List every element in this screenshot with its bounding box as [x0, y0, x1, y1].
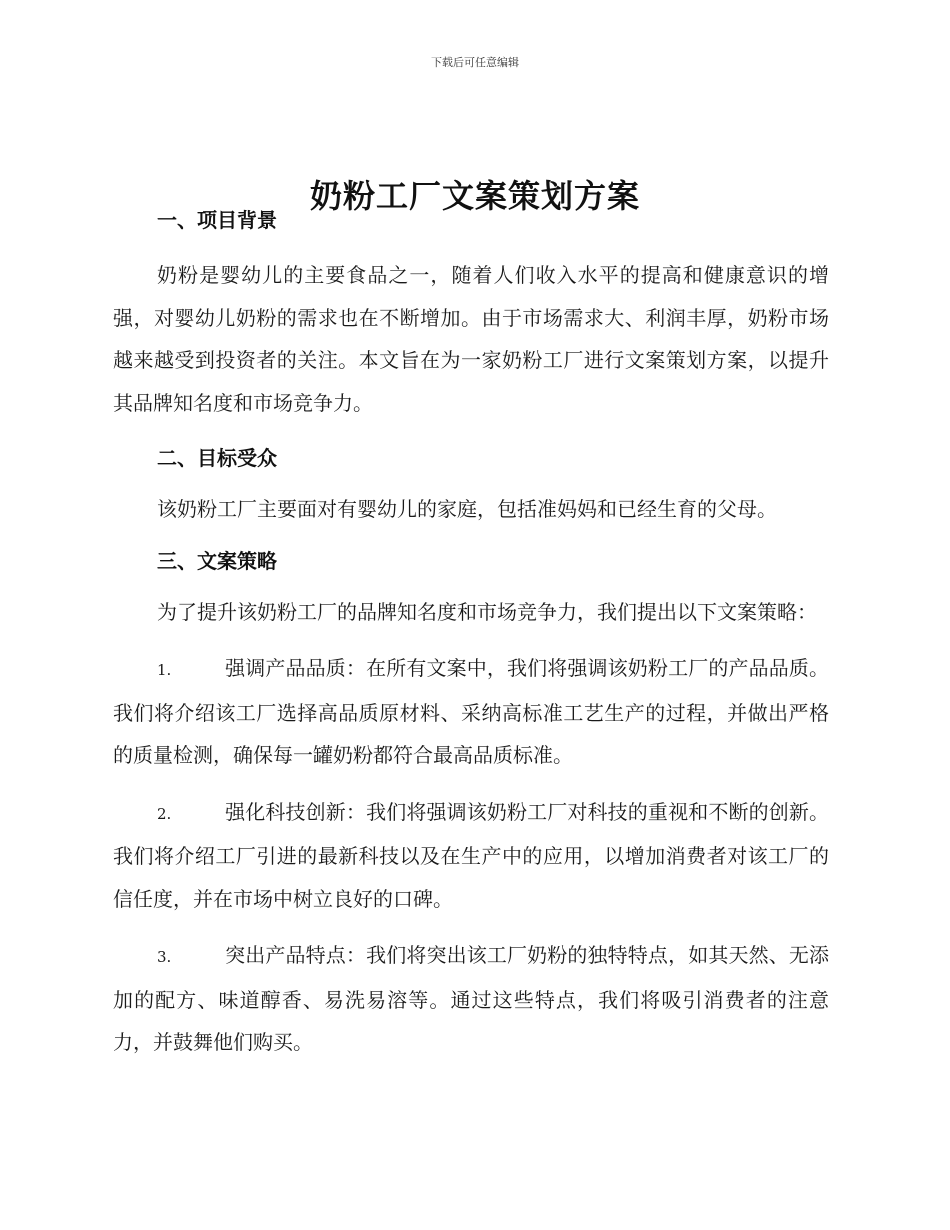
section-heading: 一、项目背景 — [157, 208, 277, 232]
list-item — [113, 934, 829, 1064]
document-body — [113, 200, 829, 1064]
document-title: 奶粉工厂文案策划方案 — [309, 177, 640, 216]
paragraph: 为了提升该奶粉工厂的品牌知名度和市场竞争力，我们提出以下文案策略： — [157, 599, 817, 624]
list-item-text: 强化科技创新：我们将强调该奶粉工厂对科技的重视和不断的创新。我们将介绍工厂引进的最新科技以及在生产中的应用，以增加消费者对该工厂的信任度，并在市场中树立良好的口碑。 — [113, 799, 829, 911]
list-item — [113, 647, 829, 777]
list-item-number: 3. — [157, 948, 172, 966]
header-note: 下载后可任意编辑 — [431, 56, 519, 69]
section-heading: 三、文案策略 — [157, 548, 277, 573]
section-heading: 二、目标受众 — [157, 446, 277, 470]
list-item-number: 1. — [157, 661, 172, 679]
paragraph: 奶粉是婴幼儿的主要食品之一，随着人们收入水平的提高和健康意识的增强，对婴幼儿奶粉的需求也在不断增加。由于市场需求大、利润丰厚，奶粉市场越来越受到投资者的关注。本文旨在为一家奶粉工厂进行文案策划方案，以提升其品牌知名度和市场竞争力。 — [113, 263, 829, 415]
list-item-number: 2. — [157, 804, 172, 823]
list-item-text: 强调产品品质：在所有文案中，我们将强调该奶粉工厂的产品品质。我们将介绍该工厂选择高品质原材料、采纳高标准工艺生产的过程，并做出严格的质量检测，确保每一罐奶粉都符合最高品质标准。 — [113, 656, 829, 767]
section-target-audience — [113, 438, 829, 531]
section-copy-strategy — [113, 541, 829, 1064]
list-item-text: 突出产品特点：我们将突出该工厂奶粉的独特特点，如其天然、无添加的配方、味道醇香、易洗易溶等。通过这些特点，我们将吸引消费者的注意力，并鼓舞他们购买。 — [113, 943, 829, 1054]
section-project-background — [113, 200, 829, 424]
list-item — [113, 791, 829, 921]
paragraph: 该奶粉工厂主要面对有婴幼儿的家庭，包括准妈妈和已经生育的父母。 — [157, 497, 777, 521]
